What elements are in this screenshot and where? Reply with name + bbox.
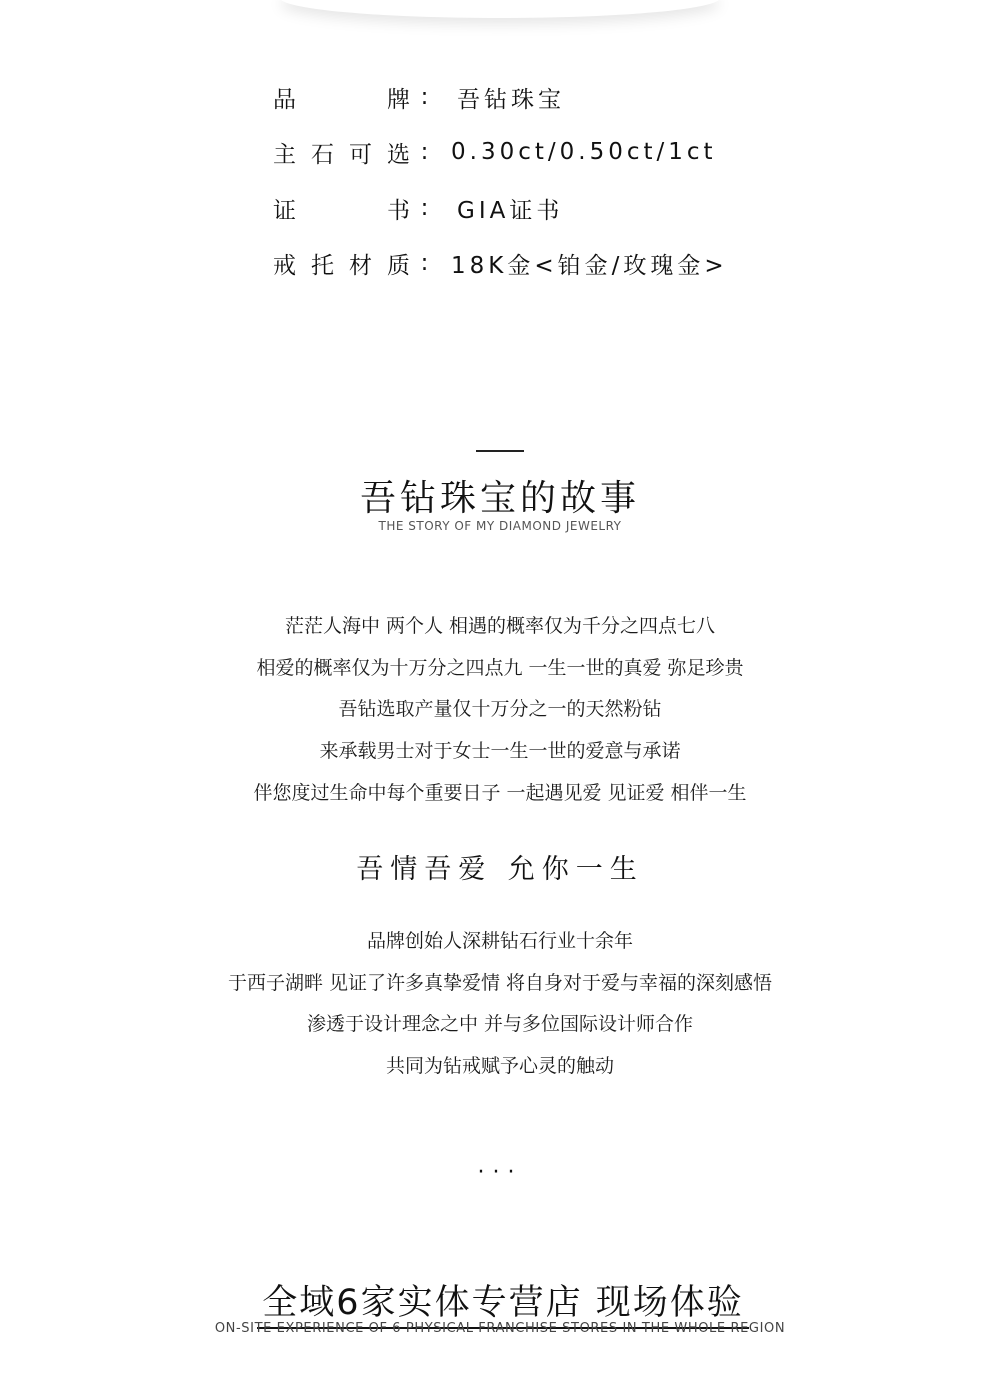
top-decor-shadow bbox=[280, 0, 720, 18]
stores-subtitle: ON-SITE EXPERIENCE OF 6 PHYSICAL FRANCHISE STORES IN THE WHOLE REGION bbox=[214, 1321, 786, 1336]
story-line: 相爱的概率仅为十万分之四点九 一生一世的真爱 弥足珍贵 bbox=[256, 656, 744, 679]
spec-label bbox=[273, 192, 413, 225]
spec-label-char: 主 bbox=[273, 141, 299, 168]
spec-row-material bbox=[273, 246, 728, 280]
spec-label-char: 材 bbox=[349, 252, 375, 279]
spec-label-char: 戒 bbox=[273, 252, 299, 279]
story-line: 伴您度过生命中每个重要日子 一起遇见爱 见证爱 相伴一生 bbox=[253, 781, 747, 804]
spec-row-brand bbox=[273, 80, 565, 114]
spec-colon: : bbox=[420, 195, 432, 221]
story-line: 品牌创始人深耕钻石行业十余年 bbox=[366, 930, 633, 952]
section-divider bbox=[476, 450, 524, 452]
story-line: 于西子湖畔 见证了许多真挚爱情 将自身对于爱与幸福的深刻感悟 bbox=[227, 971, 773, 994]
spec-label-char: 证 bbox=[273, 197, 299, 224]
spec-label-char: 选 bbox=[387, 141, 413, 168]
story-paragraph-1 bbox=[0, 606, 1000, 814]
story-slogan: 吾情吾爱 允你一生 bbox=[356, 854, 644, 885]
spec-value-certificate: GIA证书 bbox=[457, 197, 564, 224]
spec-label-char: 书 bbox=[387, 197, 413, 224]
story-line: 来承载男士对于女士一生一世的爱意与承诺 bbox=[319, 740, 681, 763]
spec-label-char: 牌 bbox=[387, 86, 413, 113]
spec-label-char: 石 bbox=[311, 141, 337, 168]
story-subtitle: THE STORY OF MY DIAMOND JEWELRY bbox=[378, 519, 622, 533]
story-title: 吾钻珠宝的故事 bbox=[359, 478, 640, 519]
spec-label-char: 质 bbox=[387, 252, 413, 279]
spec-label bbox=[273, 247, 413, 280]
spec-label bbox=[273, 81, 413, 114]
spec-value-brand: 吾钻珠宝 bbox=[457, 86, 565, 113]
story-line: 渗透于设计理念之中 并与多位国际设计师合作 bbox=[306, 1013, 694, 1036]
ellipsis: ··· bbox=[477, 1160, 523, 1185]
spec-label-char: 托 bbox=[311, 252, 337, 279]
story-line: 共同为钻戒赋予心灵的触动 bbox=[385, 1055, 614, 1078]
spec-colon: : bbox=[420, 250, 432, 276]
spec-colon: : bbox=[420, 139, 432, 165]
story-line: 茫茫人海中 两个人 相遇的概率仅为千分之四点七八 bbox=[284, 615, 716, 637]
spec-label-char: 品 bbox=[273, 86, 299, 113]
spec-colon: : bbox=[420, 84, 432, 110]
spec-value-stone: 0.30ct/0.50ct/1ct bbox=[451, 139, 717, 165]
story-paragraph-2 bbox=[0, 921, 1000, 1088]
spec-row-certificate bbox=[273, 191, 563, 225]
spec-value-material: 18K金<铂金/玫瑰金> bbox=[451, 252, 728, 279]
story-line: 吾钻选取产量仅十万分之一的天然粉钻 bbox=[338, 698, 662, 721]
spec-label bbox=[273, 136, 413, 169]
spec-label-char: 可 bbox=[349, 141, 375, 168]
spec-row-stone bbox=[273, 135, 717, 169]
stores-title: 全域6家实体专营店 现场体验 bbox=[257, 1275, 749, 1329]
